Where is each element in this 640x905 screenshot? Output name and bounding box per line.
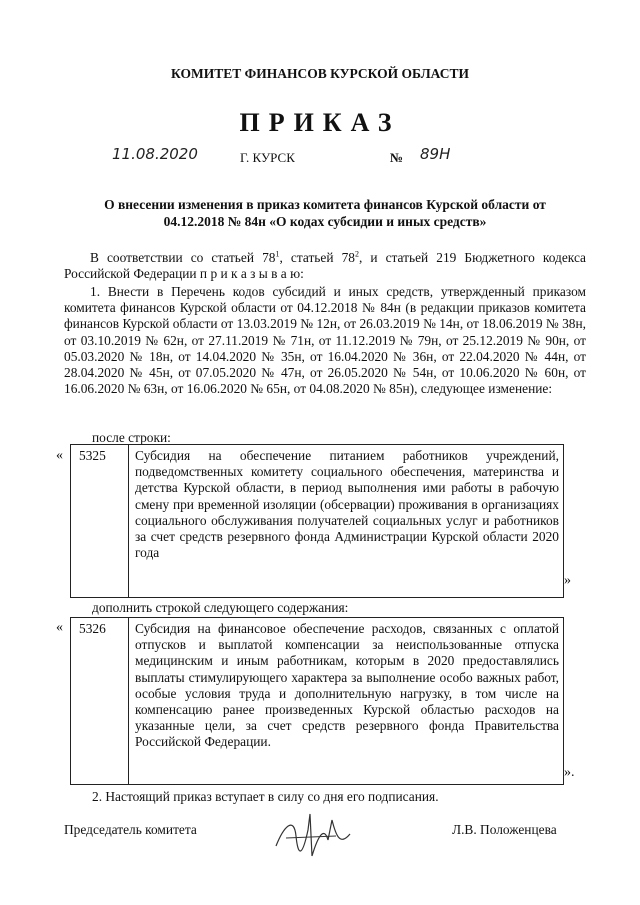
paragraph-preamble xyxy=(64,250,586,282)
number-sign: № xyxy=(390,150,404,165)
row-text: Субсидия на обеспечение питанием работников учреждений, подведомственных комитету социального обеспечения, материнства и детства Курской области, в период выполнения ими работы в рабочую смену при временной изоляции (обсервации) проживания в организациях социального обслуживания получателей социальных услуг и работников за счет средств резервного фонда Администрации Курской области 2020 года xyxy=(135,448,559,561)
signer-name: Л.В. Положенцева xyxy=(452,822,557,837)
preamble-sup-1: 1 xyxy=(275,249,280,259)
row-code: 5326 xyxy=(71,618,129,784)
row-text: Субсидия на финансовое обеспечение расходов, связанных с оплатой отпусков и выплатой компенсации за неиспользованные отпуска медицинским и иным работникам, которым в 2020 предоставлялись выплаты стимулирующего характера за выполнение особо важных работ, особые условия труда и дополнительную нагрузку, в том числе на компенсацию ранее произведенных Курской областью расходов на указанные цели, за счет средств резервного фонда Правительства Российской Федерации. xyxy=(135,621,559,750)
subject-line-1: О внесении изменения в приказ комитета финансов Курской области от xyxy=(104,197,546,212)
add-row-label: дополнить строкой следующего содержания: xyxy=(92,600,349,615)
order-date: 11.08.2020 xyxy=(112,145,198,163)
paragraph-2: 2. Настоящий приказ вступает в силу со дня его подписания. xyxy=(92,789,439,804)
quote-open-2: « xyxy=(56,620,63,635)
organization-name: КОМИТЕТ ФИНАНСОВ КУРСКОЙ ОБЛАСТИ xyxy=(171,66,469,81)
order-subject xyxy=(60,196,590,230)
preamble-part-c: , и статьей 219 Бюджетного кодекса Российской Федерации п р и к а з ы в а ю: xyxy=(64,250,586,282)
city: Г. КУРСК xyxy=(240,150,295,165)
table-row-5326 xyxy=(70,617,564,785)
quote-close-2: ». xyxy=(564,765,575,780)
subject-line-2: 04.12.2018 № 84н «О кодах субсидии и иных средств» xyxy=(163,214,487,229)
quote-close-1: » xyxy=(564,573,571,588)
after-row-label: после строки: xyxy=(92,430,171,445)
handwritten-signature xyxy=(266,806,356,871)
preamble-part-b: , статьей 78 xyxy=(279,250,355,265)
quote-open-1: « xyxy=(56,448,63,463)
preamble-sup-2: 2 xyxy=(354,249,359,259)
paragraph-1: 1. Внести в Перечень кодов субсидий и иных средств, утвержденный приказом комитета финансов Курской области от 04.12.2018 № 84н (в редакции приказов комитета финансов Курской области от 13.03.2019 № 12н, от 26.03.2019 № 14н, от 18.06.2019 № 38н, от 03.10.2019 № 62н, от 27.11.2019 № 71н, от 11.12.2019 № 79н, от 25.12.2019 № 90н, от 05.03.2020 № 18н, от 14.04.2020 № 35н, от 16.04.2020 № 36н, от 22.04.2020 № 44н, от 28.04.2020 № 45н, от 07.05.2020 № 47н, от 26.05.2020 № 54н, от 10.06.2020 № 60н, от 16.06.2020 № 63н, от 16.06.2020 № 65н, от 04.08.2020 № 85н), следующее изменение: xyxy=(64,284,586,397)
order-number: 89Н xyxy=(420,145,451,163)
signer-position: Председатель комитета xyxy=(64,822,197,837)
row-code: 5325 xyxy=(71,445,129,597)
preamble-part-a: В соответствии со статьей 78 xyxy=(90,250,276,265)
document-type: ПРИКАЗ xyxy=(239,108,401,137)
table-row-5325 xyxy=(70,444,564,598)
